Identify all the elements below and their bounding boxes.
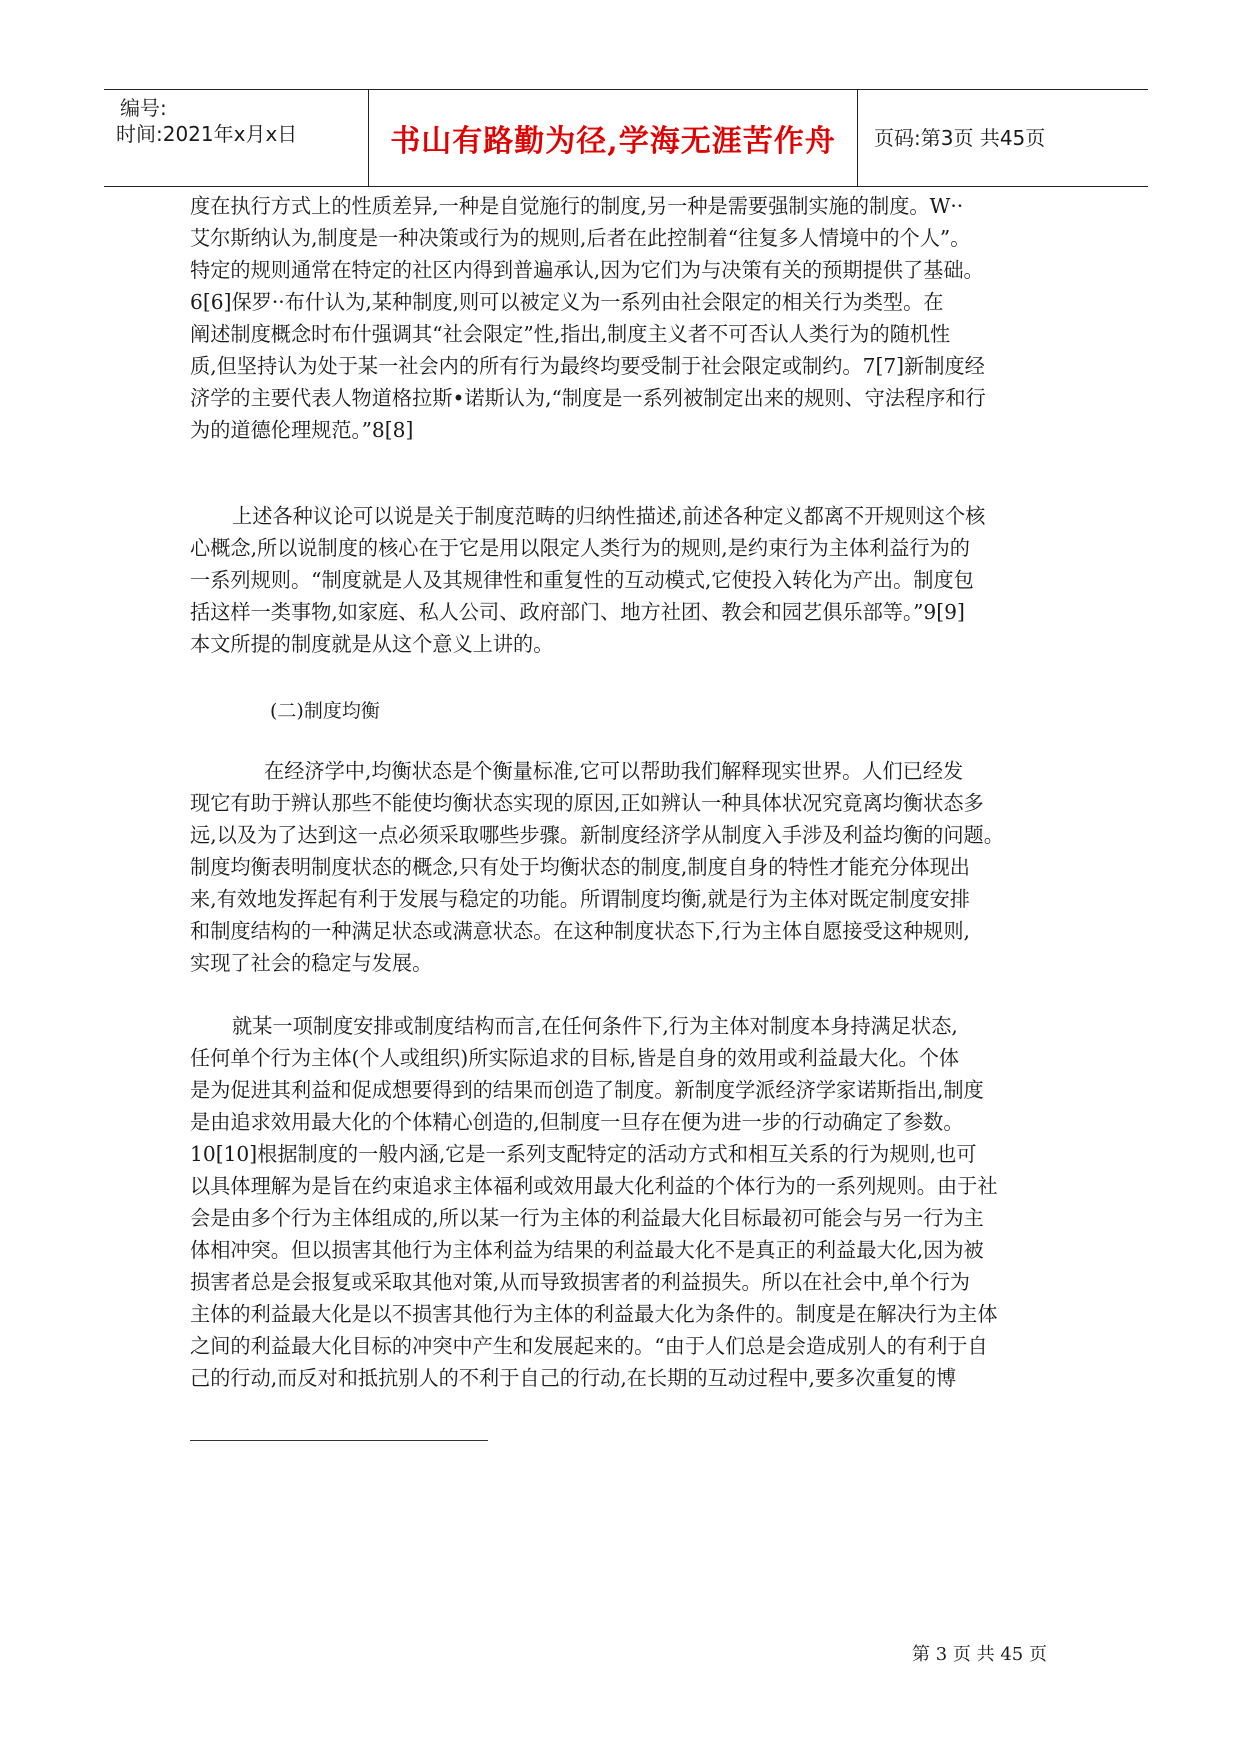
text-line: 括这样一类事物,如家庭、私人公司、政府部门、地方社团、教会和园艺俱乐部等。”9[9] (190, 600, 965, 624)
text-line: 现它有助于辨认那些不能使均衡状态实现的原因,正如辨认一种具体状况究竟离均衡状态多 (190, 791, 984, 815)
text-line: 以具体理解为是旨在约束追求主体福利或效用最大化利益的个体行为的一系列规则。由于社 (190, 1174, 998, 1198)
header-center-cell (368, 90, 858, 186)
page-code: 页码:第3页 共45页 (874, 126, 1046, 150)
text-line: 损害者总是会报复或采取其他对策,从而导致损害者的利益损失。所以在社会中,单个行为 (190, 1270, 970, 1294)
paragraph-1 (190, 190, 1068, 446)
text-line: 质,但坚持认为处于某一社会内的所有行为最终均要受制于社会限定或制约。7[7]新制度经 (190, 354, 985, 378)
number-label: 编号: (120, 96, 167, 120)
page-header (104, 89, 1148, 187)
paragraph-2 (190, 500, 1068, 660)
text-line: 6[6]保罗··布什认为,某种制度,则可以被定义为一系列由社会限定的相关行为类型。在 (190, 290, 944, 314)
text-line: 就某一项制度安排或制度结构而言,在任何条件下,行为主体对制度本身持满足状态, (232, 1014, 958, 1038)
text-line: 特定的规则通常在特定的社区内得到普遍承认,因为它们为与决策有关的预期提供了基础。 (190, 258, 984, 282)
text-line: 己的行动,而反对和抵抗别人的不利于自己的行动,在长期的互动过程中,要多次重复的博 (190, 1366, 957, 1390)
page-footer: 第 3 页 共 45 页 (912, 1644, 1047, 1665)
text-line: 远,以及为了达到这一点必须采取哪些步骤。新制度经济学从制度入手涉及利益均衡的问题。 (190, 823, 1004, 847)
section-heading (270, 695, 1148, 727)
text-line: 阐述制度概念时布什强调其“社会限定”性,指出,制度主义者不可否认人类行为的随机性 (190, 322, 951, 346)
text-line: 会是由多个行为主体组成的,所以某一行为主体的利益最大化目标最初可能会与另一行为主 (190, 1206, 984, 1230)
footnote-separator (190, 1440, 488, 1441)
time-label: 时间:2021年x月x日 (116, 122, 298, 146)
text-line: 制度均衡表明制度状态的概念,只有处于均衡状态的制度,制度自身的特性才能充分体现出 (190, 855, 970, 879)
text-line: 任何单个行为主体(个人或组织)所实际追求的目标,皆是自身的效用或利益最大化。个体 (190, 1046, 960, 1070)
motto-text: 书山有路勤为径,学海无涯苦作舟 (390, 124, 836, 159)
text-line: 上述各种议论可以说是关于制度范畴的归纳性描述,前述各种定义都离不开规则这个核 (232, 504, 986, 528)
text-line: 一系列规则。“制度就是人及其规律性和重复性的互动模式,它使投入转化为产出。制度包 (190, 568, 974, 592)
paragraph-4 (190, 1010, 1068, 1394)
heading-text: (二)制度均衡 (270, 700, 380, 722)
text-line: 心概念,所以说制度的核心在于它是用以限定人类行为的规则,是约束行为主体利益行为的 (190, 536, 970, 560)
text-line: 实现了社会的稳定与发展。 (190, 951, 433, 975)
text-line: 体相冲突。但以损害其他行为主体利益为结果的利益最大化不是真正的利益最大化,因为被 (190, 1238, 984, 1262)
text-line: 是由追求效用最大化的个体精心创造的,但制度一旦存在便为进一步的行动确定了参数。 (190, 1110, 964, 1134)
text-line: 为的道德伦理规范。”8[8] (190, 418, 414, 442)
text-line: 度在执行方式上的性质差异,一种是自觉施行的制度,另一种是需要强制实施的制度。W·· (190, 194, 964, 218)
text-line: 本文所提的制度就是从这个意义上讲的。 (190, 632, 554, 656)
text-line: 10[10]根据制度的一般内涵,它是一系列支配特定的活动方式和相互关系的行为规则,也可 (190, 1142, 977, 1166)
text-line: 来,有效地发挥起有利于发展与稳定的功能。所谓制度均衡,就是行为主体对既定制度安排 (190, 887, 970, 911)
text-line: 之间的利益最大化目标的冲突中产生和发展起来的。“由于人们总是会造成别人的有利于自 (190, 1334, 988, 1358)
text-line: 是为促进其利益和促成想要得到的结果而创造了制度。新制度学派经济学家诺斯指出,制度 (190, 1078, 984, 1102)
text-line: 艾尔斯纳认为,制度是一种决策或行为的规则,后者在此控制着“往复多人情境中的个人”。 (190, 226, 971, 250)
text-line: 和制度结构的一种满足状态或满意状态。在这种制度状态下,行为主体自愿接受这种规则, (190, 919, 970, 943)
header-right-cell (858, 90, 1148, 186)
paragraph-3 (190, 755, 1068, 979)
header-left-cell (104, 90, 368, 186)
text-line: 主体的利益最大化是以不损害其他行为主体的利益最大化为条件的。制度是在解决行为主体 (190, 1302, 998, 1326)
text-line: 在经济学中,均衡状态是个衡量标准,它可以帮助我们解释现实世界。人们已经发 (264, 759, 964, 783)
text-line: 济学的主要代表人物道格拉斯•诺斯认为,“制度是一系列被制定出来的规则、守法程序和行 (190, 386, 986, 410)
